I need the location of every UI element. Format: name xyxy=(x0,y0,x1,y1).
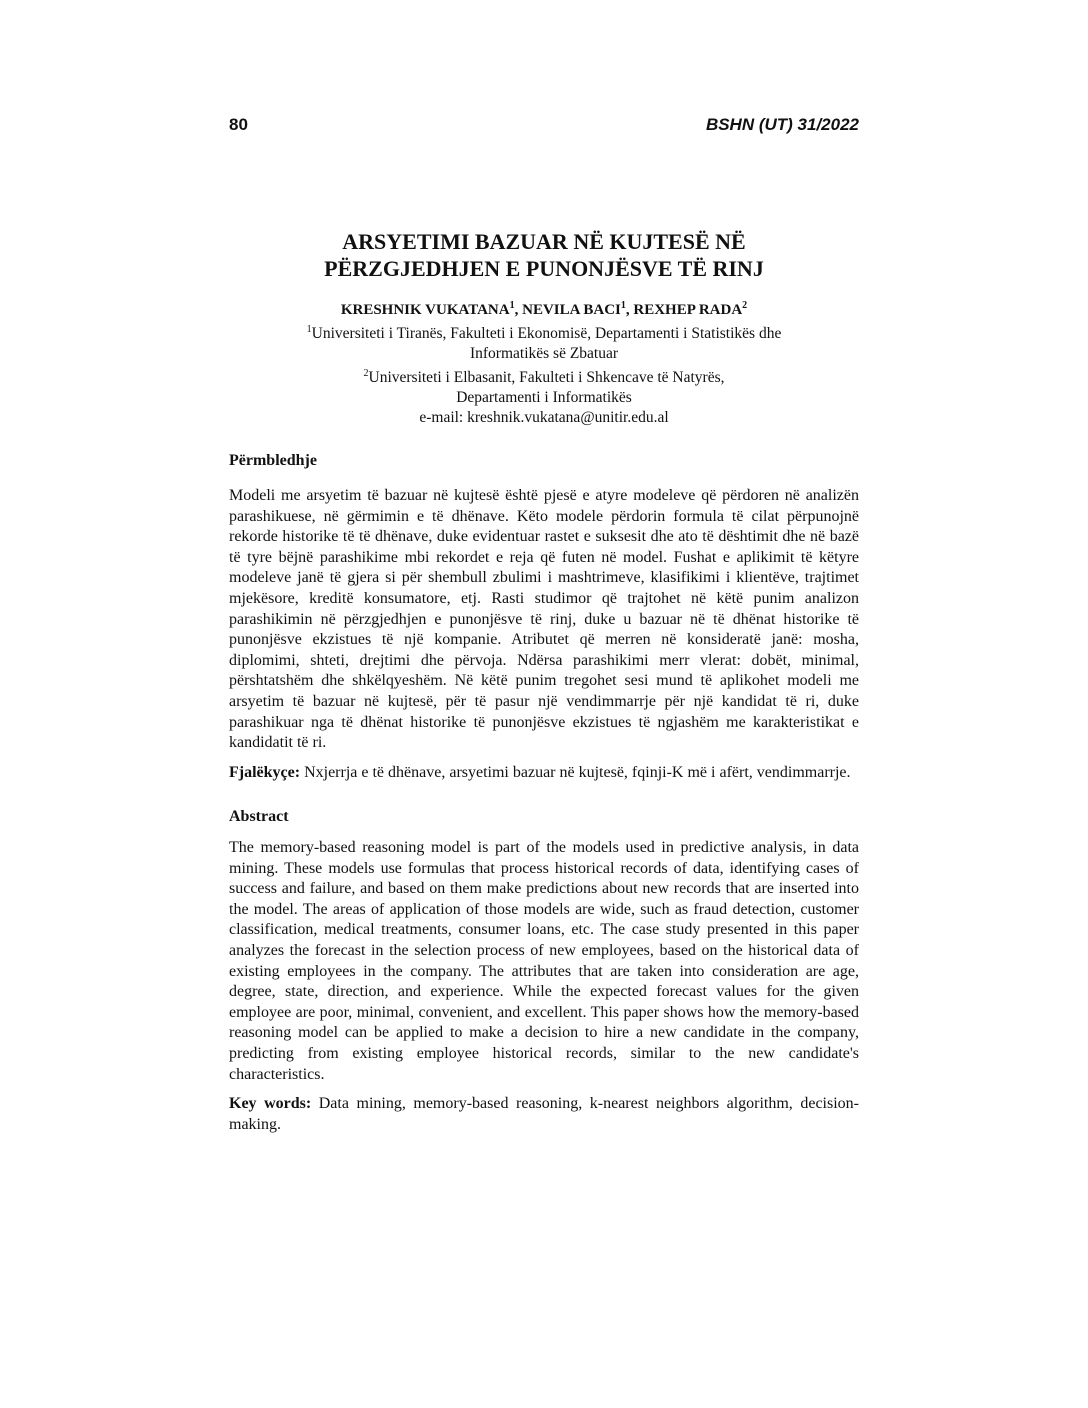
keywords-text: Data mining, memory-based reasoning, k-nearest neighbors algorithm, decision-making. xyxy=(229,1095,859,1133)
author-email: e-mail: kreshnik.vukatana@unitir.edu.al xyxy=(419,409,669,427)
paper-title-line2: PËRZGJEDHJEN E PUNONJËSVE TË RINJ xyxy=(324,256,764,281)
permbledhje-body: Modeli me arsyetim të bazuar në kujtesë është pjesë e atyre modeleve që përdoren në analizën parashikuese, në gërmimin e të dhënave. Këto modele përdorin formula të cilat përpunojnë rekorde historike të të dhënave, duke evidentuar rastet e suksesit dhe ato të dështimit dhe në bazë të tyre bëjnë parashikime mbi rekordet e reja që futen në model. Fushat e aplikimit të këtyre modeleve janë të gjera si për shembull zbulimi i mashtrimeve, klasifikimi i klientëve, trajtimet mjekësore, kreditë konsumatore, etj. Rasti studimor që trajtohet në këtë punim analizon parashikimin në përzgjedhjen e punonjësve të rinj, duke u bazuar në të dhënat historike të punonjësve ekzistues të një kompanie. Atributet që merren në konsideratë janë: mosha, diplomimi, shteti, drejtimi dhe përvoja. Ndërsa parashikimi merr vlerat: dobët, minimal, përshtatshëm dhe shkëlqyeshëm. Në këtë punim tregohet sesi mund të aplikohet modeli me arsyetim të bazuar në kujtesë, për të pasur një vendimmarrje për një kandidat të ri, duke parashikuar nga të dhënat historike të punonjësve ekzistues të ngjashëm me karakteristikat e kandidatit të ri. xyxy=(229,487,859,752)
paper-title xyxy=(229,228,859,282)
affiliation-1 xyxy=(229,320,859,344)
author-affiliation-marker: 1 xyxy=(509,300,515,311)
affiliation-text: Universiteti i Tiranës, Fakulteti i Ekonomisë, Departamenti i Statistikës dhe xyxy=(311,325,782,343)
keywords-label: Fjalëkyçe: xyxy=(229,763,301,781)
permbledhje-keywords xyxy=(229,763,859,784)
author-name: , NEVILA BACI xyxy=(514,302,621,318)
permbledhje-section xyxy=(229,452,859,783)
abstract-heading: Abstract xyxy=(229,808,289,825)
page-number: 80 xyxy=(229,115,248,134)
author-name: KRESHNIK VUKATANA xyxy=(340,302,510,318)
author-list xyxy=(229,296,859,320)
affiliation-marker: 1 xyxy=(306,324,312,335)
author-name: , REXHEP RADA xyxy=(625,302,743,318)
abstract-section xyxy=(229,808,859,1135)
author-affiliation-marker: 1 xyxy=(620,300,626,311)
author-affiliation-marker: 2 xyxy=(742,300,748,311)
affiliation-marker: 2 xyxy=(363,368,369,380)
affiliation-2 xyxy=(229,364,859,388)
abstract-body: The memory-based reasoning model is part of the models used in predictive analysis, in data mining. These models use formulas that process historical records of data, identifying cases of success and failure, and based on them make predictions about new records that are inserted into the model. The areas of application of those models are wide, such as fraud detection, customer classification, medical treatments, consumer loans, etc. The case study presented in this paper analyzes the forecast in the selection process of new employees, based on the historical data of existing employees in the company. The attributes that are taken into consideration are age, degree, state, direction, and experience. While the expected forecast values for the given employee are poor, minimal, convenient, and excellent. This paper shows how the memory-based reasoning model can be applied to make a decision to hire a new candidate in the company, predicting from existing employee historical records, similar to the new candidate's characteristics. xyxy=(229,839,859,1083)
affiliation-text: Universiteti i Elbasanit, Fakulteti i Shkencave të Natyrës, xyxy=(368,369,725,387)
affiliation-2-continued: Departamenti i Informatikës xyxy=(456,389,632,407)
permbledhje-heading: Përmbledhje xyxy=(229,452,317,469)
paper-title-line1: ARSYETIMI BAZUAR NË KUJTESË NË xyxy=(342,229,746,254)
journal-reference: BSHN (UT) 31/2022 xyxy=(705,115,859,134)
affiliation-1-continued: Informatikës së Zbatuar xyxy=(469,345,619,363)
title-block xyxy=(229,228,859,428)
abstract-keywords xyxy=(229,1094,859,1135)
keywords-text: Nxjerrja e të dhënave, arsyetimi bazuar në kujtesë, fqinji-K më i afërt, vendimmarrje. xyxy=(300,763,851,781)
affiliations xyxy=(229,320,859,428)
keywords-label: Key words: xyxy=(229,1095,312,1113)
